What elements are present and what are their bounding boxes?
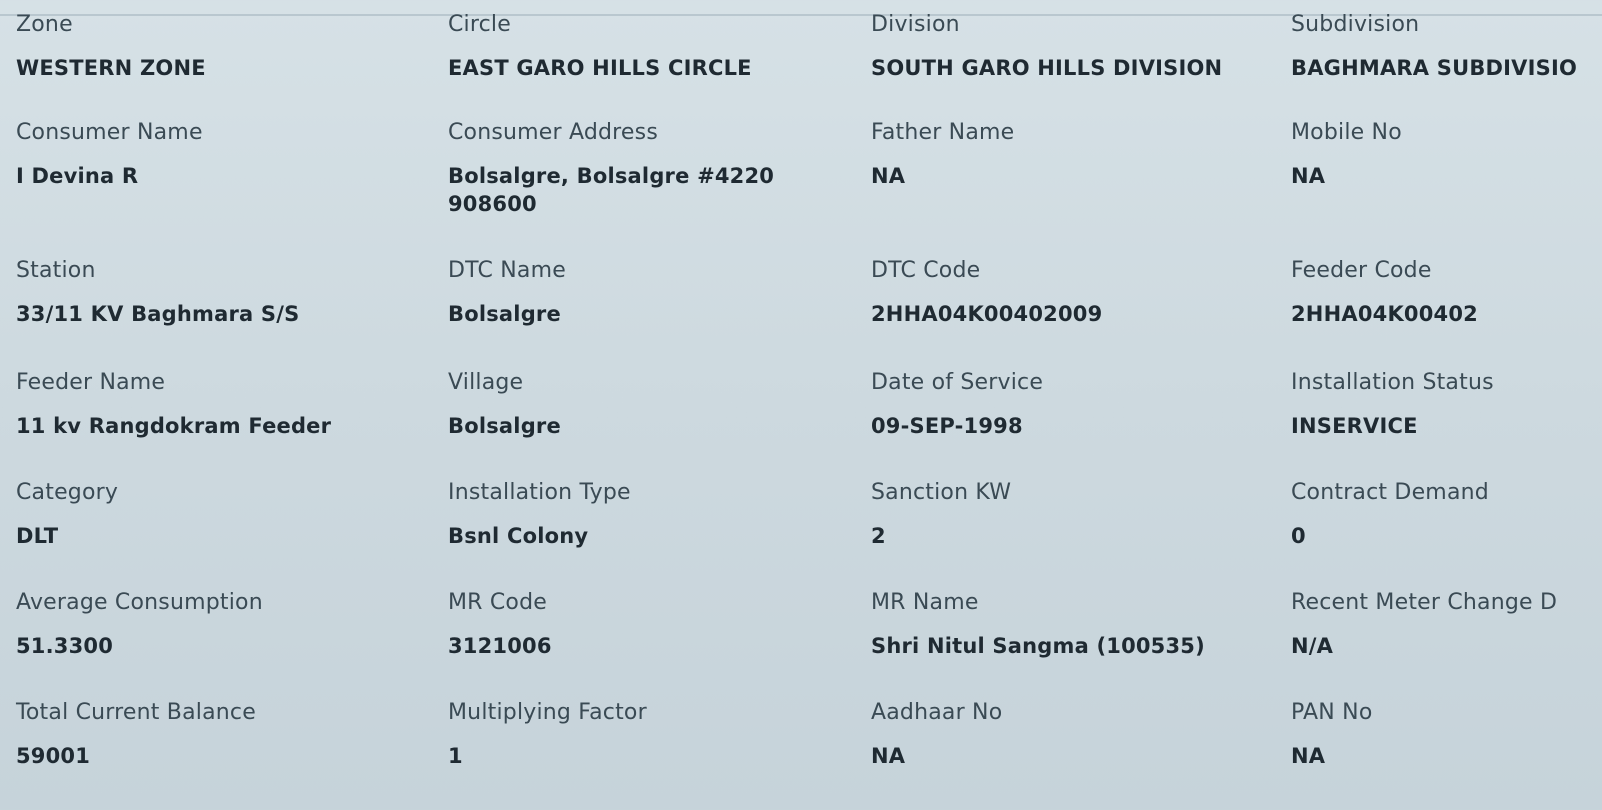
field-value: 3121006 <box>448 634 552 658</box>
field-label: Circle <box>448 12 511 37</box>
field-value: 2 <box>871 524 886 548</box>
field-value: Bolsalgre, Bolsalgre #4220 908600 <box>448 164 775 216</box>
field-value: 2HHA04K00402009 <box>871 302 1103 326</box>
field-zone <box>16 12 448 120</box>
field-label: Average Consumption <box>16 590 263 615</box>
field-label: Station <box>16 258 96 283</box>
field-value: 51.3300 <box>16 634 114 658</box>
field-father-name <box>871 120 1291 258</box>
field-date-of-service <box>871 370 1291 480</box>
field-value: Bolsalgre <box>448 414 561 438</box>
field-total-current-balance <box>16 700 448 810</box>
field-sanction-kw <box>871 480 1291 590</box>
field-value: NA <box>871 164 906 188</box>
field-label: DTC Code <box>871 258 981 283</box>
field-label: Sanction KW <box>871 480 1012 505</box>
field-pan-no <box>1291 700 1602 810</box>
field-label: Installation Type <box>448 480 631 505</box>
field-value: DLT <box>16 524 59 548</box>
field-value: SOUTH GARO HILLS DIVISION <box>871 56 1223 80</box>
field-label: Father Name <box>871 120 1015 145</box>
field-label: Mobile No <box>1291 120 1402 145</box>
field-value: 33/11 KV Baghmara S/S <box>16 302 300 326</box>
field-feeder-name <box>16 370 448 480</box>
field-label: DTC Name <box>448 258 566 283</box>
field-mr-code <box>448 590 871 700</box>
field-contract-demand <box>1291 480 1602 590</box>
field-dtc-code <box>871 258 1291 370</box>
field-value: I Devina R <box>16 164 139 188</box>
field-feeder-code <box>1291 258 1602 370</box>
field-label: Division <box>871 12 960 37</box>
field-installation-type <box>448 480 871 590</box>
field-division <box>871 12 1291 120</box>
field-average-consumption <box>16 590 448 700</box>
field-dtc-name <box>448 258 871 370</box>
field-village <box>448 370 871 480</box>
field-value: NA <box>1291 164 1326 188</box>
field-value: 59001 <box>16 744 91 768</box>
field-value: Bolsalgre <box>448 302 561 326</box>
field-value: Shri Nitul Sangma (100535) <box>871 634 1205 658</box>
field-label: Category <box>16 480 119 505</box>
field-label: Recent Meter Change D <box>1291 590 1558 615</box>
field-value: WESTERN ZONE <box>16 56 206 80</box>
field-consumer-address <box>448 120 871 258</box>
field-label: Contract Demand <box>1291 480 1489 505</box>
field-installation-status <box>1291 370 1602 480</box>
field-value: BAGHMARA SUBDIVISIO <box>1291 56 1578 80</box>
field-label: Date of Service <box>871 370 1044 395</box>
field-label: Aadhaar No <box>871 700 1003 725</box>
field-value: INSERVICE <box>1291 414 1418 438</box>
consumer-details-grid <box>16 12 1602 810</box>
field-value: 11 kv Rangdokram Feeder <box>16 414 332 438</box>
field-value: 1 <box>448 744 463 768</box>
field-value: NA <box>871 744 906 768</box>
field-value: NA <box>1291 744 1326 768</box>
field-label: Multiplying Factor <box>448 700 647 725</box>
field-value: 09-SEP-1998 <box>871 414 1023 438</box>
field-label: Feeder Name <box>16 370 166 395</box>
field-subdivision <box>1291 12 1602 120</box>
field-multiplying-factor <box>448 700 871 810</box>
field-label: PAN No <box>1291 700 1373 725</box>
field-label: Installation Status <box>1291 370 1494 395</box>
field-value: Bsnl Colony <box>448 524 589 548</box>
field-label: Total Current Balance <box>16 700 256 725</box>
field-label: MR Name <box>871 590 979 615</box>
field-label: Consumer Name <box>16 120 203 145</box>
field-mr-name <box>871 590 1291 700</box>
field-label: Village <box>448 370 524 395</box>
field-label: Consumer Address <box>448 120 658 145</box>
field-consumer-name <box>16 120 448 258</box>
field-label: Zone <box>16 12 73 37</box>
field-aadhaar-no <box>871 700 1291 810</box>
field-value: EAST GARO HILLS CIRCLE <box>448 56 752 80</box>
field-mobile-no <box>1291 120 1602 258</box>
field-label: Subdivision <box>1291 12 1420 37</box>
field-label: MR Code <box>448 590 547 615</box>
field-recent-meter-change-date <box>1291 590 1602 700</box>
field-circle <box>448 12 871 120</box>
field-value: 2HHA04K00402 <box>1291 302 1478 326</box>
field-label: Feeder Code <box>1291 258 1432 283</box>
field-value: N/A <box>1291 634 1334 658</box>
field-category <box>16 480 448 590</box>
field-station <box>16 258 448 370</box>
field-value: 0 <box>1291 524 1306 548</box>
